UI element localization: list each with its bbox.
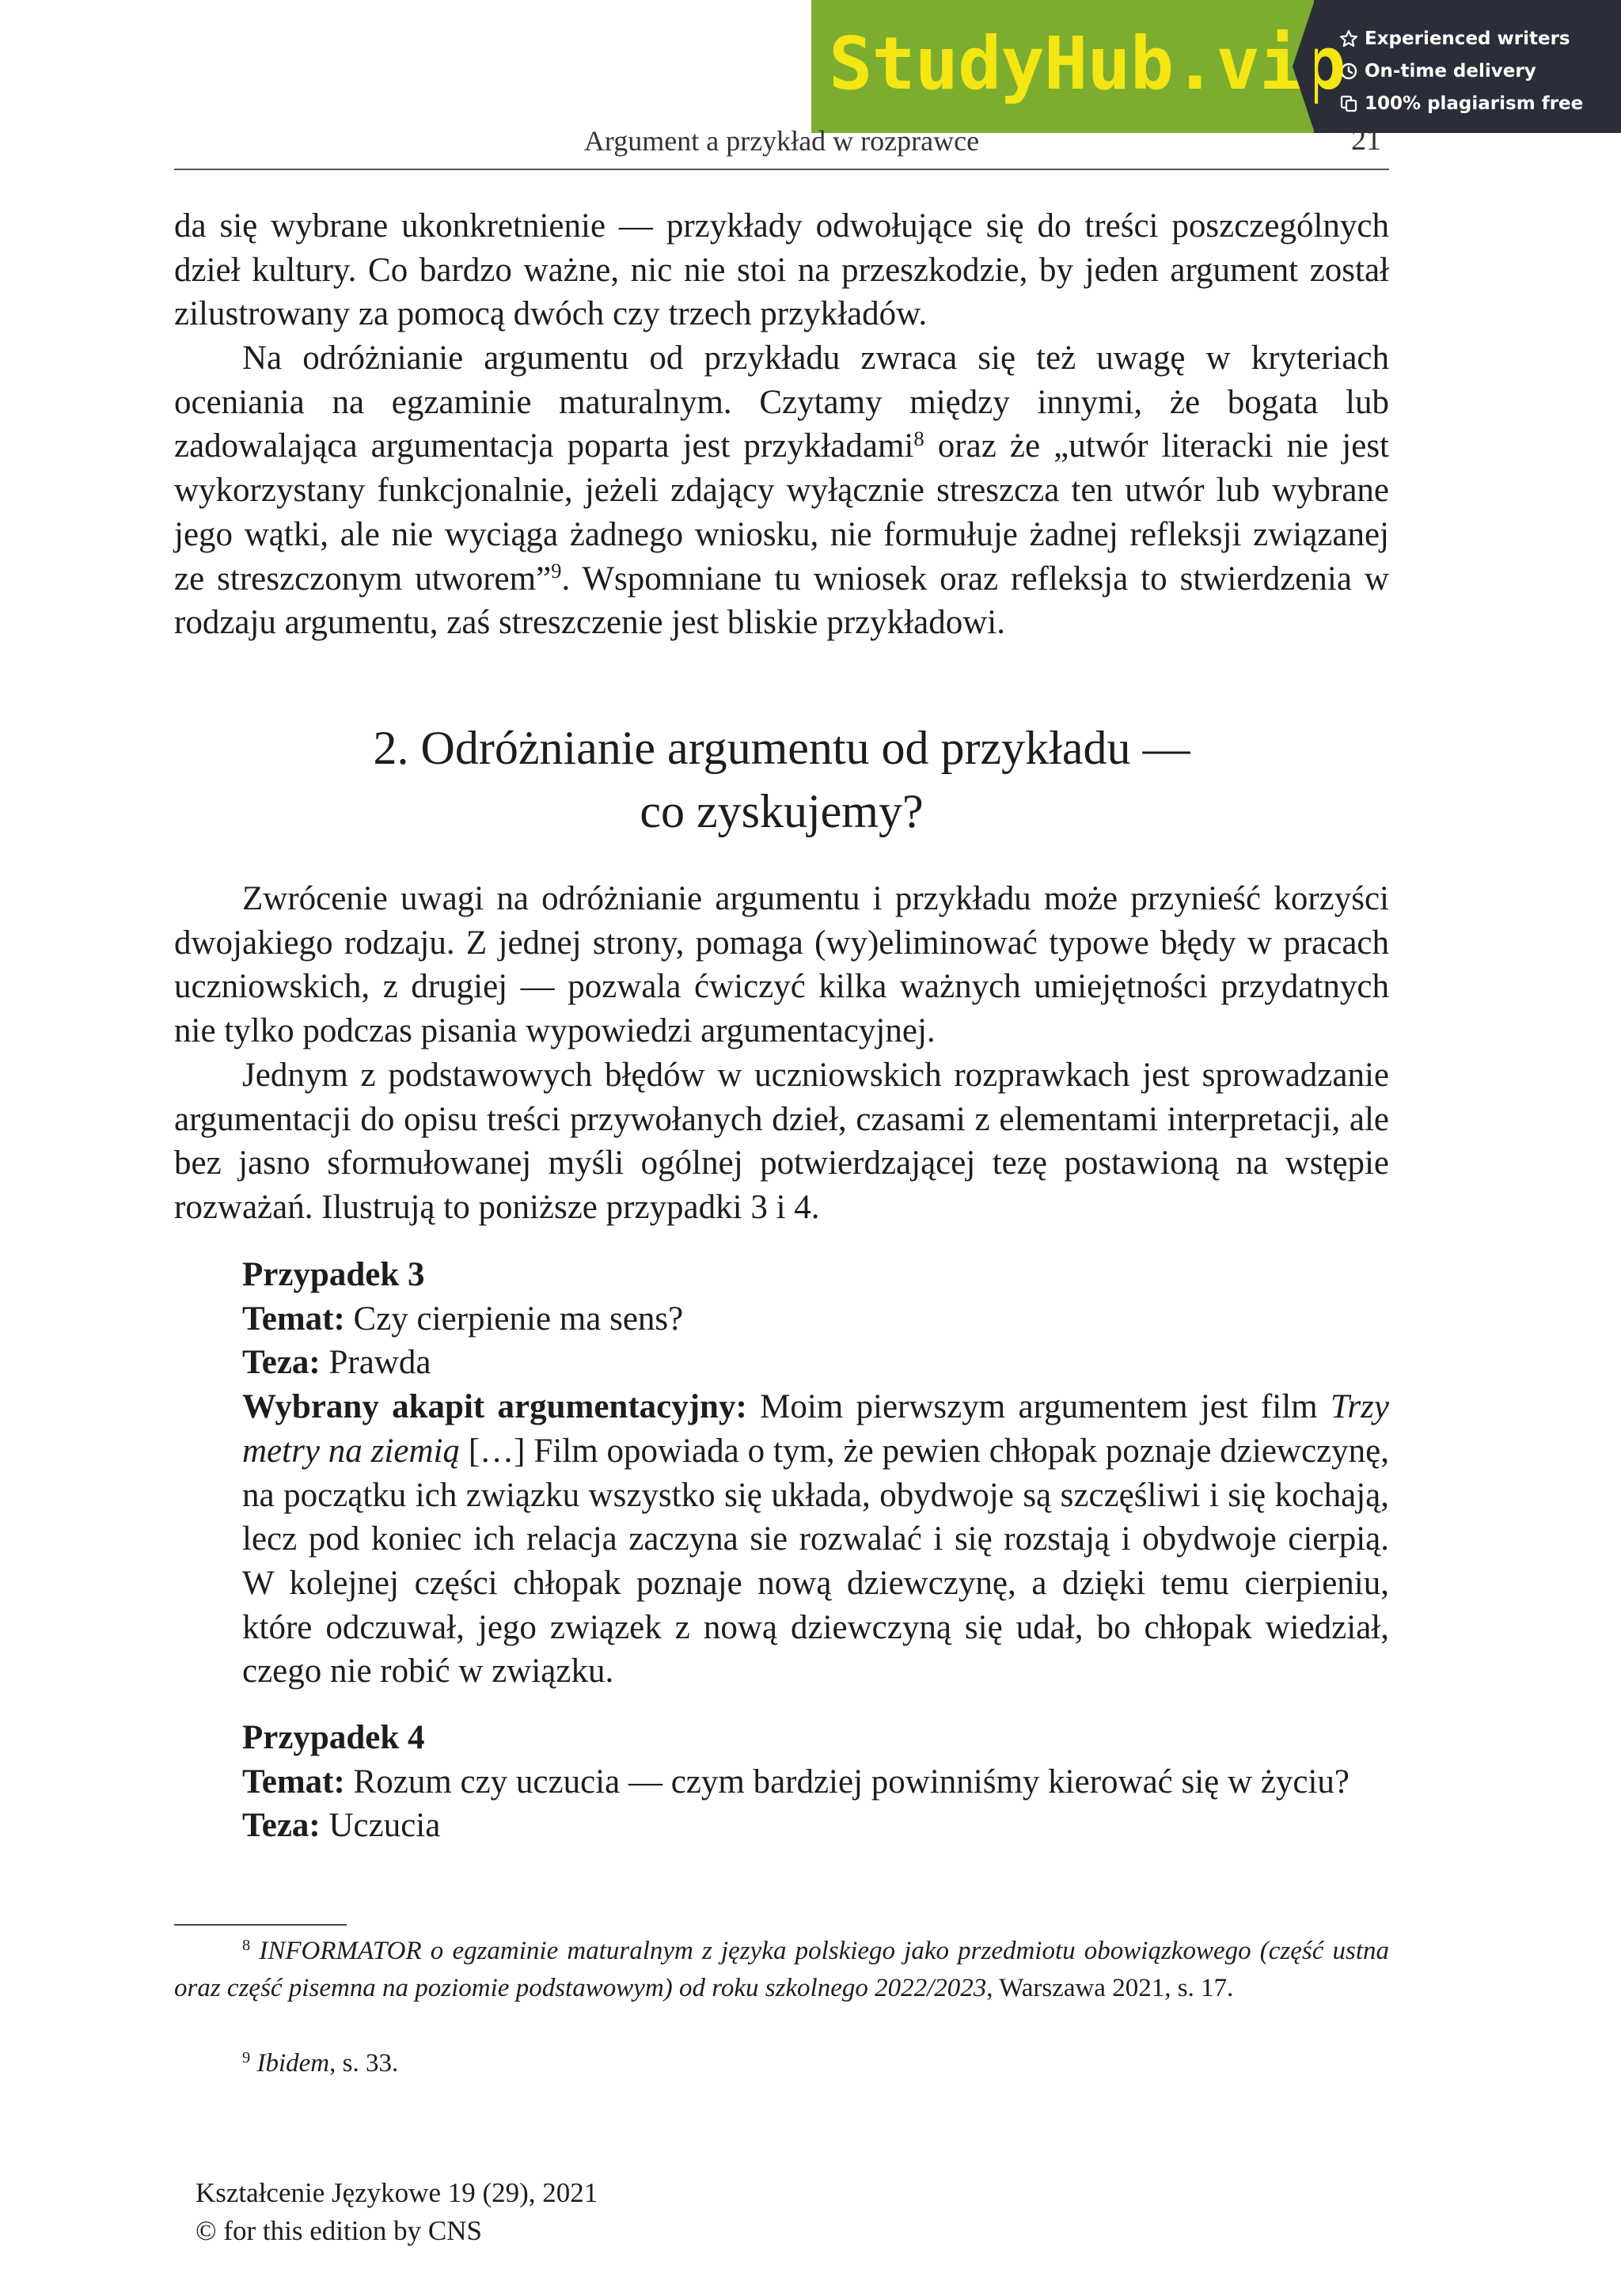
case-4 [242, 1716, 1389, 1848]
footnote-source-title: INFORMATOR o egzaminie maturalnym z języka polskiego jako przedmiotu obowiązkowego (część ustna oraz część pisemna na poziomie podstawowym) od roku szkolnego 2022/2023 [174, 1937, 1389, 2002]
paragraph-criteria [174, 336, 1389, 645]
running-head [174, 123, 1389, 170]
heading-line-1: 2. Odróżnianie argumentu od przykładu — [373, 722, 1190, 774]
topic-text: Czy cierpienie ma sens? [344, 1300, 684, 1338]
paragraph-text: oraz że „utwór literacki nie jest wykorzystany funkcjonalnie, jeżeli zdający wyłącznie streszcza ten utwór lub wybrane jego wątki, ale nie wyciąga żadnego wniosku, nie formułuje żadnej refleksji związanej ze streszczonym utworem” [174, 427, 1389, 598]
case-title: Przypadek 4 [242, 1719, 425, 1756]
feature-writers [1339, 22, 1621, 55]
topic-text: Rozum czy uczucia — czym bardziej powinniśmy kierować się w życiu? [344, 1763, 1350, 1801]
case-title: Przypadek 3 [242, 1256, 425, 1293]
paragraph-rest: […] Film opowiada o tym, że pewien chłopak poznaje dziewczynę, na początku ich związku wszystko się układa, obydwoje są szczęśliwi i się kochają, lecz pod koniec ich relacja zaczyna sie rozwalać i się rozstają i obydwoje cierpią. W kolejnej części chłopak poznaje nową dziewczynę, a dzięki temu cierpieniu, które odczuwał, jego związek z nową dziewczyną się udał, bo chłopak wiedział, czego nie robić w związku. [242, 1432, 1389, 1691]
paragraph-benefits: Zwrócenie uwagi na odróżnianie argumentu i przykładu może przynieść korzyści dwojakiego rodzaju. Z jednej strony, pomaga (wy)eliminować typowe błędy w pracach uczniowskich, z drugiej — pozwala ćwiczyć kilka ważnych umiejętności przydatnych nie tylko podczas pisania wypowiedzi argumentacyjnej. [174, 880, 1389, 1050]
footnote-divider [174, 1924, 347, 1926]
running-head-title: Argument a przykład w rozprawce [583, 125, 980, 157]
feature-text: 100% plagiarism free [1365, 93, 1584, 114]
footnote-text: , s. 33. [329, 2049, 399, 2078]
feature-delivery [1339, 55, 1621, 87]
footnote-ibidem: Ibidem [256, 2049, 330, 2078]
journal-imprint [196, 2174, 598, 2250]
paragraph-text: Na odróżnianie argumentu od przykładu zwraca się też uwagę w kryteriach oceniania na egzaminie maturalnym. Czytamy między innymi, że bogata lub zadowalająca argumentacja poparta jest przykładami [174, 340, 1389, 465]
footnote-9 [174, 2045, 1389, 2082]
film-title: Trzy metry na ziemią [242, 1388, 1389, 1470]
case-3 [242, 1253, 1389, 1694]
footnote-number: 8 [242, 1936, 251, 1954]
thesis-label: Teza: [242, 1807, 321, 1845]
footnote-ref-9[interactable]: 9 [551, 558, 562, 583]
paragraph-label: Wybrany akapit argumentacyjny: [242, 1388, 747, 1426]
paragraph-lead: Moim pierwszym argumentem jest film [746, 1388, 1331, 1426]
thesis-text: Uczucia [320, 1807, 441, 1845]
brand-name: StudyHub.vip [829, 21, 1346, 106]
topic-label: Temat: [242, 1763, 345, 1801]
heading-line-2: co zyskujemy? [640, 785, 924, 837]
studyhub-logo[interactable] [811, 0, 1346, 133]
feature-text: Experienced writers [1365, 28, 1570, 49]
paragraph-continuation: da się wybrane ukonkretnienie — przykłady odwołujące się do treści poszczególnych dzieł kultury. Co bardzo ważne, nic nie stoi na przeszkodzie, by jeden argument został zilustrowany za pomocą dwóch czy trzech przykładów. [174, 207, 1389, 333]
page-number: 21 [1351, 123, 1381, 157]
imprint-copyright: © for this edition by CNS [196, 2215, 483, 2246]
studyhub-banner[interactable] [811, 0, 1621, 133]
thesis-text: Prawda [320, 1344, 431, 1382]
paragraph-text: . Wspomniane tu wniosek oraz refleksja to stwierdzenia w rodzaju argumentu, zaś streszczenie jest bliskie przykładowi. [174, 560, 1389, 642]
thesis-label: Teza: [242, 1344, 321, 1382]
topic-label: Temat: [242, 1300, 345, 1338]
footnote-8 [174, 1933, 1389, 2007]
paragraph-errors: Jednym z podstawowych błędów w uczniowskich rozprawkach jest sprowadzanie argumentacji do opisu treści przywołanych dzieł, czasami z elementami interpretacji, ale bez jasno sformułowanej myśli ogólnej potwierdzającej tezę postawioną na wstępie rozważań. Ilustrują to poniższe przypadki 3 i 4. [174, 1057, 1389, 1227]
section-heading [174, 716, 1389, 843]
imprint-journal: Kształcenie Językowe 19 (29), 2021 [196, 2177, 598, 2208]
footnote-number: 9 [242, 2048, 251, 2066]
banner-features [1314, 0, 1621, 133]
feature-text: On-time delivery [1365, 60, 1536, 82]
footnote-ref-8[interactable]: 8 [913, 426, 924, 450]
feature-plagiarism [1339, 87, 1621, 120]
footnote-text: , Warszawa 2021, s. 17. [986, 1974, 1234, 2002]
